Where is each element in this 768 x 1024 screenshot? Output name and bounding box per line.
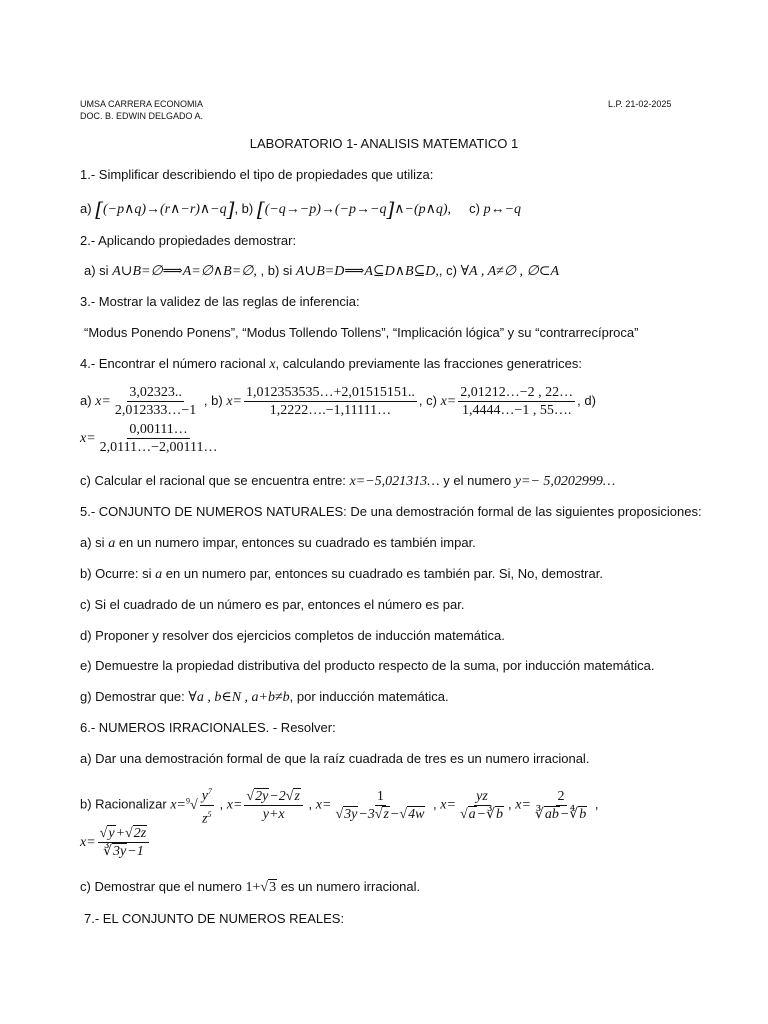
- q4-fractions: a) x= $\frac{3,02323..}{2,012333\dots-1}$ , b) x= $\frac{1,012353535\dots+2,01515151..}{1,2222\dots.-1,11111\dots}$ , c) x= $\frac{2,01212\dots-2 , 22\dots}{1,4444\dots-1 , 55\dots.}$ , d): [80, 385, 596, 418]
- q1-heading: 1.- Simplificar describiendo el tipo de propiedades que utiliza:: [80, 167, 434, 182]
- q5-b: b) Ocurre: si a en un numero par, entonces su cuadrado es también par. Si, No, demostrar.: [80, 566, 603, 582]
- fraction-d: $\frac{0,00111\dots}{2,0111\dots-2,00111\dots}$: [99, 422, 218, 455]
- q5-c: c) Si el cuadrado de un número es par, entonces el número es par.: [80, 597, 465, 612]
- q6-a: a) Dar una demostración formal de que la raíz cuadrada de tres es un numero irracional.: [80, 751, 590, 766]
- q5-heading: 5.- CONJUNTO DE NUMEROS NATURALES: De una demostración formal de las siguientes proposiciones:: [80, 504, 702, 519]
- fraction-a: $\frac{3,02323..}{2,012333\dots-1}$: [114, 385, 197, 418]
- teacher: DOC. B. EDWIN DELGADO A.: [80, 111, 204, 121]
- q6-heading: 6.- NUMEROS IRRACIONALES. - Resolver:: [80, 720, 336, 735]
- fraction-b: $\frac{1,012353535\dots+2,01515151..}{1,2222\dots.-1,11111\dots}$: [245, 385, 415, 418]
- q6-c: c) Demostrar que el numero 1+√3 es un numero irracional.: [80, 879, 421, 895]
- q5-a: a) si a en un numero impar, entonces su cuadrado es también impar.: [80, 535, 476, 551]
- q4-c: c) Calcular el racional que se encuentra entre: x=−5,021313… y el numero y=− 5,0202999…: [80, 473, 616, 489]
- header-left: [80, 98, 203, 122]
- q2-items: a) si A∪B=∅⟹A=∅∧B=∅, , b) si A∪B=D⟹A⊆D∧B⊆D,, c) ∀A , A≠∅ , ∅⊂A: [84, 263, 560, 279]
- page-title: LABORATORIO 1- ANALISIS MATEMATICO 1: [249, 136, 519, 151]
- q5-g: g) Demostrar que: ∀a , b∈N , a+b≠b, por inducción matemática.: [80, 689, 449, 705]
- q7-heading: 7.- EL CONJUNTO DE NUMEROS REALES:: [84, 911, 345, 926]
- fraction-c: $\frac{2,01212\dots-2 , 22\dots}{1,4444\dots-1 , 55\dots.}$: [460, 385, 574, 418]
- q2-heading: 2.- Aplicando propiedades demostrar:: [80, 233, 297, 248]
- date: L.P. 21-02-2025: [608, 99, 672, 109]
- q4-fraction-d: x= $\frac{0,00111\dots}{2,0111\dots-2,00111\dots}$: [80, 422, 218, 455]
- q1-items: a) [(−p∧q)→(r∧−r)∧−q], b) [(−q→−p)→(−p→−q]∧−(p∧q), c) p↔−q: [80, 197, 522, 221]
- q5-d: d) Proponer y resolver dos ejercicios completos de inducción matemática.: [80, 628, 505, 643]
- q4-heading: 4.- Encontrar el número racional x, calculando previamente las fracciones generatrices:: [80, 356, 582, 372]
- institution: UMSA CARRERA ECONOMIA: [80, 99, 204, 109]
- q6-b-last: x= $\frac{√y+√2z}{∛3y-1}$: [80, 826, 151, 859]
- q3-rules: “Modus Ponendo Ponens”, “Modus Tollendo Tollens”, “Implicación lógica” y su “contrarrecíproca”: [84, 325, 639, 340]
- q5-e: e) Demuestre la propiedad distributiva del producto respecto de la suma, por inducción matemática.: [80, 658, 655, 673]
- q6-b: b) Racionalizar x=$^9$√ $\frac{y^7}{z^5}$ , x= $\frac{√2y-2√z}{y+x}$ , x= $\frac{1}{√3y-3√z-√4w}$ , x= $\frac{yz}{√a-∛b}$ , x= $\frac{2}{∛ab-∜b}$ ,: [80, 784, 598, 826]
- q3-heading: 3.- Mostrar la validez de las reglas de inferencia:: [80, 294, 360, 309]
